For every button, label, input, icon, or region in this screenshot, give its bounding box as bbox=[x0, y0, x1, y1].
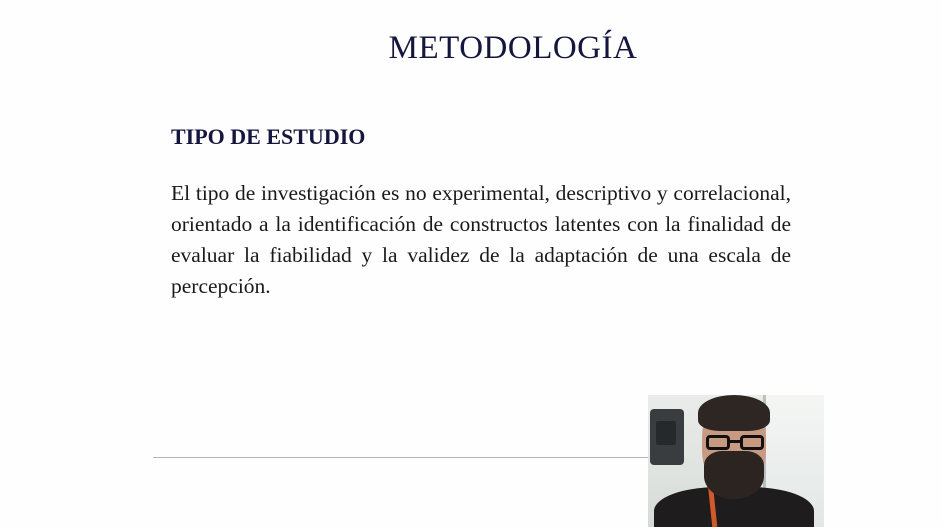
slide-title: METODOLOGÍA bbox=[388, 30, 638, 66]
footer-divider bbox=[153, 457, 653, 458]
presenter-beard bbox=[704, 451, 764, 499]
background-phone bbox=[650, 409, 684, 465]
presenter-webcam-video bbox=[648, 395, 824, 527]
section-heading: TIPO DE ESTUDIO bbox=[171, 124, 366, 149]
body-paragraph: El tipo de investigación es no experimental, descriptivo y correlacional, orientado a la identificación de constructos latentes con la finalidad de evaluar la fiabilidad y la validez de la adaptación de una escala de percepción. bbox=[171, 181, 791, 298]
presenter-glasses bbox=[706, 435, 764, 451]
presenter-hair bbox=[698, 395, 770, 431]
